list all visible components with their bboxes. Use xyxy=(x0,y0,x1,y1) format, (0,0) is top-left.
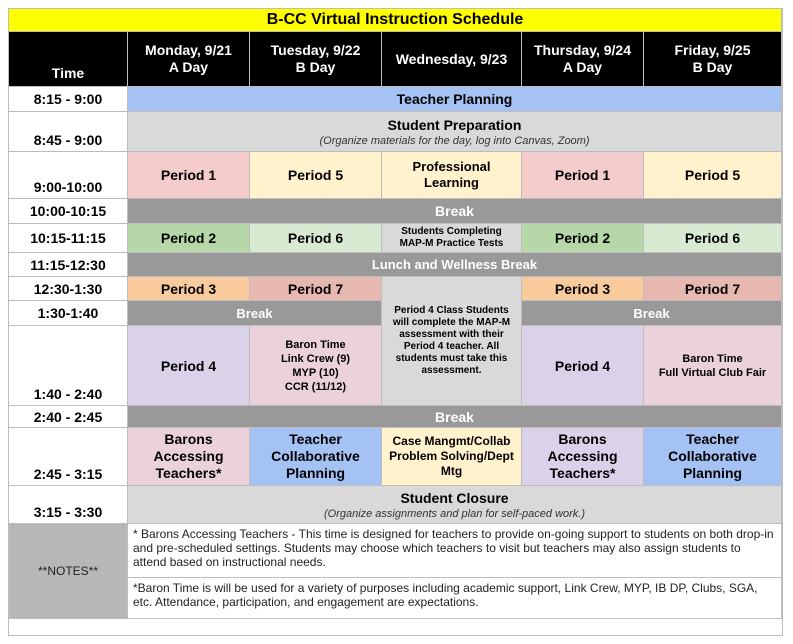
club-fair-line: Baron Time xyxy=(682,352,743,365)
time-cell: 2:40 - 2:45 xyxy=(9,406,128,428)
club-fair-cell xyxy=(644,326,782,406)
block-title: Student Preparation xyxy=(387,116,522,133)
baron-time-line: Baron Time xyxy=(285,338,346,351)
day-header-thursday xyxy=(522,32,644,87)
time-column-header: Time xyxy=(9,32,128,87)
time-cell: 3:15 - 3:30 xyxy=(9,486,128,524)
day-date: Thursday, 9/24 xyxy=(533,42,631,58)
break-block: Break xyxy=(522,301,782,326)
map-m-practice-cell: Students Completing MAP-M Practice Tests xyxy=(382,224,522,253)
period-4-assessment-note: Period 4 Class Students will complete the MAP-M assessment with their Period 4 teacher. All students must take this assessment. xyxy=(382,277,522,406)
teacher-planning-block: Teacher Planning xyxy=(128,87,782,112)
professional-learning-cell: Professional Learning xyxy=(382,152,522,199)
time-cell: 10:00-10:15 xyxy=(9,199,128,224)
period-cell: Period 4 xyxy=(522,326,644,406)
period-cell: Period 4 xyxy=(128,326,250,406)
day-header-monday xyxy=(128,32,250,87)
time-cell: 8:15 - 9:00 xyxy=(9,87,128,112)
period-cell: Period 1 xyxy=(128,152,250,199)
block-note: (Organize assignments and plan for self-paced work.) xyxy=(323,507,586,520)
break-block: Break xyxy=(128,406,782,428)
period-cell: Period 5 xyxy=(644,152,782,199)
time-cell: 1:30-1:40 xyxy=(9,301,128,326)
period-cell: Period 7 xyxy=(644,277,782,301)
period-cell: Period 1 xyxy=(522,152,644,199)
schedule-grid xyxy=(9,9,782,619)
day-type: B Day xyxy=(295,59,336,75)
barons-accessing-teachers-cell: Barons Accessing Teachers* xyxy=(522,428,644,486)
day-type: A Day xyxy=(168,59,209,75)
note-barons-accessing-teachers: * Barons Accessing Teachers - This time is designed for teachers to provide on-going support to students on both drop-in and pre-scheduled settings. Students may choose which teachers to visit but teachers may also assign students to attend based on instructional needs. xyxy=(128,524,782,578)
case-management-cell: Case Mangmt/Collab Problem Solving/Dept Mtg xyxy=(382,428,522,486)
club-fair-line: Full Virtual Club Fair xyxy=(658,366,767,379)
period-cell: Period 3 xyxy=(522,277,644,301)
day-date: Friday, 9/25 xyxy=(674,42,751,58)
schedule-title: B-CC Virtual Instruction Schedule xyxy=(9,9,782,32)
student-closure-block xyxy=(128,486,782,524)
schedule-sheet xyxy=(8,8,783,636)
block-note: (Organize materials for the day, log into Canvas, Zoom) xyxy=(319,134,590,147)
period-cell: Period 5 xyxy=(250,152,382,199)
teacher-collab-planning-cell: Teacher Collaborative Planning xyxy=(644,428,782,486)
day-date: Monday, 9/21 xyxy=(145,42,232,58)
period-cell: Period 6 xyxy=(250,224,382,253)
period-cell: Period 3 xyxy=(128,277,250,301)
day-header-wednesday xyxy=(382,32,522,87)
period-cell: Period 2 xyxy=(128,224,250,253)
baron-time-line: CCR (11/12) xyxy=(284,380,347,393)
break-block: Break xyxy=(128,301,382,326)
day-type: B Day xyxy=(692,59,733,75)
day-date: Tuesday, 9/22 xyxy=(270,42,361,58)
time-cell: 12:30-1:30 xyxy=(9,277,128,301)
time-cell: 1:40 - 2:40 xyxy=(9,326,128,406)
baron-time-line: MYP (10) xyxy=(292,366,339,379)
note-baron-time: *Baron Time is will be used for a variety of purposes including academic support, Link Crew, MYP, IB DP, Clubs, SGA, etc. Attendance, participation, and engagement are expectations. xyxy=(128,578,782,619)
notes-label: **NOTES** xyxy=(9,524,128,619)
day-date: Wednesday, 9/23 xyxy=(395,50,508,67)
baron-time-cell xyxy=(250,326,382,406)
time-cell: 8:45 - 9:00 xyxy=(9,112,128,152)
teacher-collab-planning-cell: Teacher Collaborative Planning xyxy=(250,428,382,486)
period-cell: Period 6 xyxy=(644,224,782,253)
time-cell: 9:00-10:00 xyxy=(9,152,128,199)
period-cell: Period 7 xyxy=(250,277,382,301)
period-cell: Period 2 xyxy=(522,224,644,253)
lunch-wellness-block: Lunch and Wellness Break xyxy=(128,253,782,277)
time-cell: 2:45 - 3:15 xyxy=(9,428,128,486)
day-header-friday xyxy=(644,32,782,87)
day-type: A Day xyxy=(562,59,603,75)
baron-time-line: Link Crew (9) xyxy=(280,352,351,365)
barons-accessing-teachers-cell: Barons Accessing Teachers* xyxy=(128,428,250,486)
break-block: Break xyxy=(128,199,782,224)
time-cell: 10:15-11:15 xyxy=(9,224,128,253)
block-title: Student Closure xyxy=(400,489,509,506)
day-header-tuesday xyxy=(250,32,382,87)
student-preparation-block xyxy=(128,112,782,152)
time-cell: 11:15-12:30 xyxy=(9,253,128,277)
